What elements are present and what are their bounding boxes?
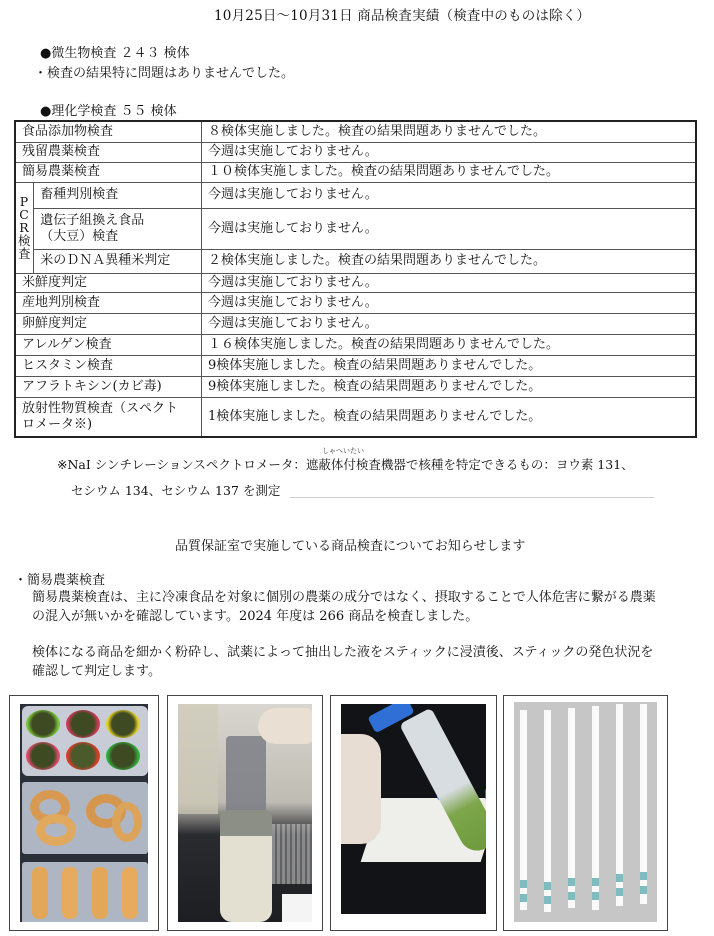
test-result: １０検体実施しました。検査の結果問題ありませんでした。	[202, 162, 697, 182]
table-row	[15, 121, 696, 142]
test-name: 卵鮮度判定	[15, 313, 202, 334]
table-row	[15, 334, 696, 355]
test-name: 残留農薬検査	[15, 142, 202, 162]
paragraph-1-line-2: の混入が無いかを確認しています。2024 年度は 266 商品を検査しました。	[32, 609, 479, 624]
paragraph-2-line-2: 確認して判定します。	[32, 664, 161, 679]
physchem-heading: ●理化学検査 ５５ 検体	[40, 104, 177, 119]
test-name: アフラトキシン(カビ毒)	[15, 376, 202, 397]
page-title: 10月25日～10月31日 商品検査実績（検査中のものは除く）	[214, 8, 591, 24]
test-result: 今週は実施しておりません。	[202, 208, 697, 249]
test-name: 畜種判別検査	[34, 182, 202, 208]
table-row	[15, 249, 696, 273]
test-result: 今週は実施しておりません。	[202, 273, 697, 292]
table-row	[15, 208, 696, 249]
microbio-result: ・検査の結果特に問題はありませんでした。	[34, 66, 295, 81]
microbio-heading: ●微生物検査 ２４３ 検体	[40, 46, 190, 61]
test-name: 遺伝子組換え食品 （大豆）検査	[34, 208, 202, 249]
divider	[290, 497, 654, 498]
test-name: 放射性物質検査（スペクト ロメータ※)	[15, 397, 202, 437]
grinder-photo	[167, 695, 323, 931]
ruby-annotation: しゃへいたい	[322, 447, 364, 455]
table-row	[15, 376, 696, 397]
paragraph-2-line-1: 検体になる商品を細かく粉砕し、試薬によって抽出した液をスティックに浸漬後、スティックの発色状況を	[32, 645, 654, 660]
test-result: 今週は実施しておりません。	[202, 142, 697, 162]
test-result: 今週は実施しておりません。	[202, 182, 697, 208]
test-result: 今週は実施しておりません。	[202, 313, 697, 334]
test-result: 9検体実施しました。検査の結果問題ありませんでした。	[202, 376, 697, 397]
table-row	[15, 182, 696, 208]
table-row	[15, 355, 696, 376]
table-row	[15, 162, 696, 182]
test-name: 簡易農薬検査	[15, 162, 202, 182]
footnote-line-2: セシウム 134、セシウム 137 を測定	[71, 483, 281, 498]
test-name: ヒスタミン検査	[15, 355, 202, 376]
test-name: 米のＤＮＡ異種米判定	[34, 249, 202, 273]
paragraph-1-line-1: 簡易農薬検査は、主に冷凍食品を対象に個別の農薬の成分ではなく、摂取することで人体危害に繋がる農薬	[32, 590, 656, 605]
test-name: 産地判別検査	[15, 292, 202, 313]
test-result: 今週は実施しておりません。	[202, 292, 697, 313]
section-heading: ・簡易農薬検査	[14, 573, 106, 588]
test-result: ２検体実施しました。検査の結果問題ありませんでした。	[202, 249, 697, 273]
extraction-tube-photo	[330, 695, 497, 931]
footnote-line-1: ※NaI シンチレーションスペクトロメータ：遮蔽体付検査機器で核種を特定できるもの：ヨウ素 131、	[57, 457, 634, 472]
test-name: 米鮮度判定	[15, 273, 202, 292]
results-table	[14, 120, 697, 438]
table-row	[15, 397, 696, 437]
table-row	[15, 313, 696, 334]
test-result: 9検体実施しました。検査の結果問題ありませんでした。	[202, 355, 697, 376]
test-name: アレルゲン検査	[15, 334, 202, 355]
test-name: 食品添加物検査	[15, 121, 202, 142]
section-title: 品質保証室で実施している商品検査についてお知らせします	[175, 539, 526, 554]
frozen-food-samples-photo	[9, 695, 159, 931]
test-result: ８検体実施しました。検査の結果問題ありませんでした。	[202, 121, 697, 142]
table-row	[15, 142, 696, 162]
test-sticks-photo	[503, 695, 668, 931]
table-row	[15, 292, 696, 313]
test-result: １６検体実施しました。検査の結果問題ありませんでした。	[202, 334, 697, 355]
table-row	[15, 273, 696, 292]
test-result: 1検体実施しました。検査の結果問題ありませんでした。	[202, 397, 697, 437]
pcr-group-label: PCR検査	[15, 182, 34, 273]
